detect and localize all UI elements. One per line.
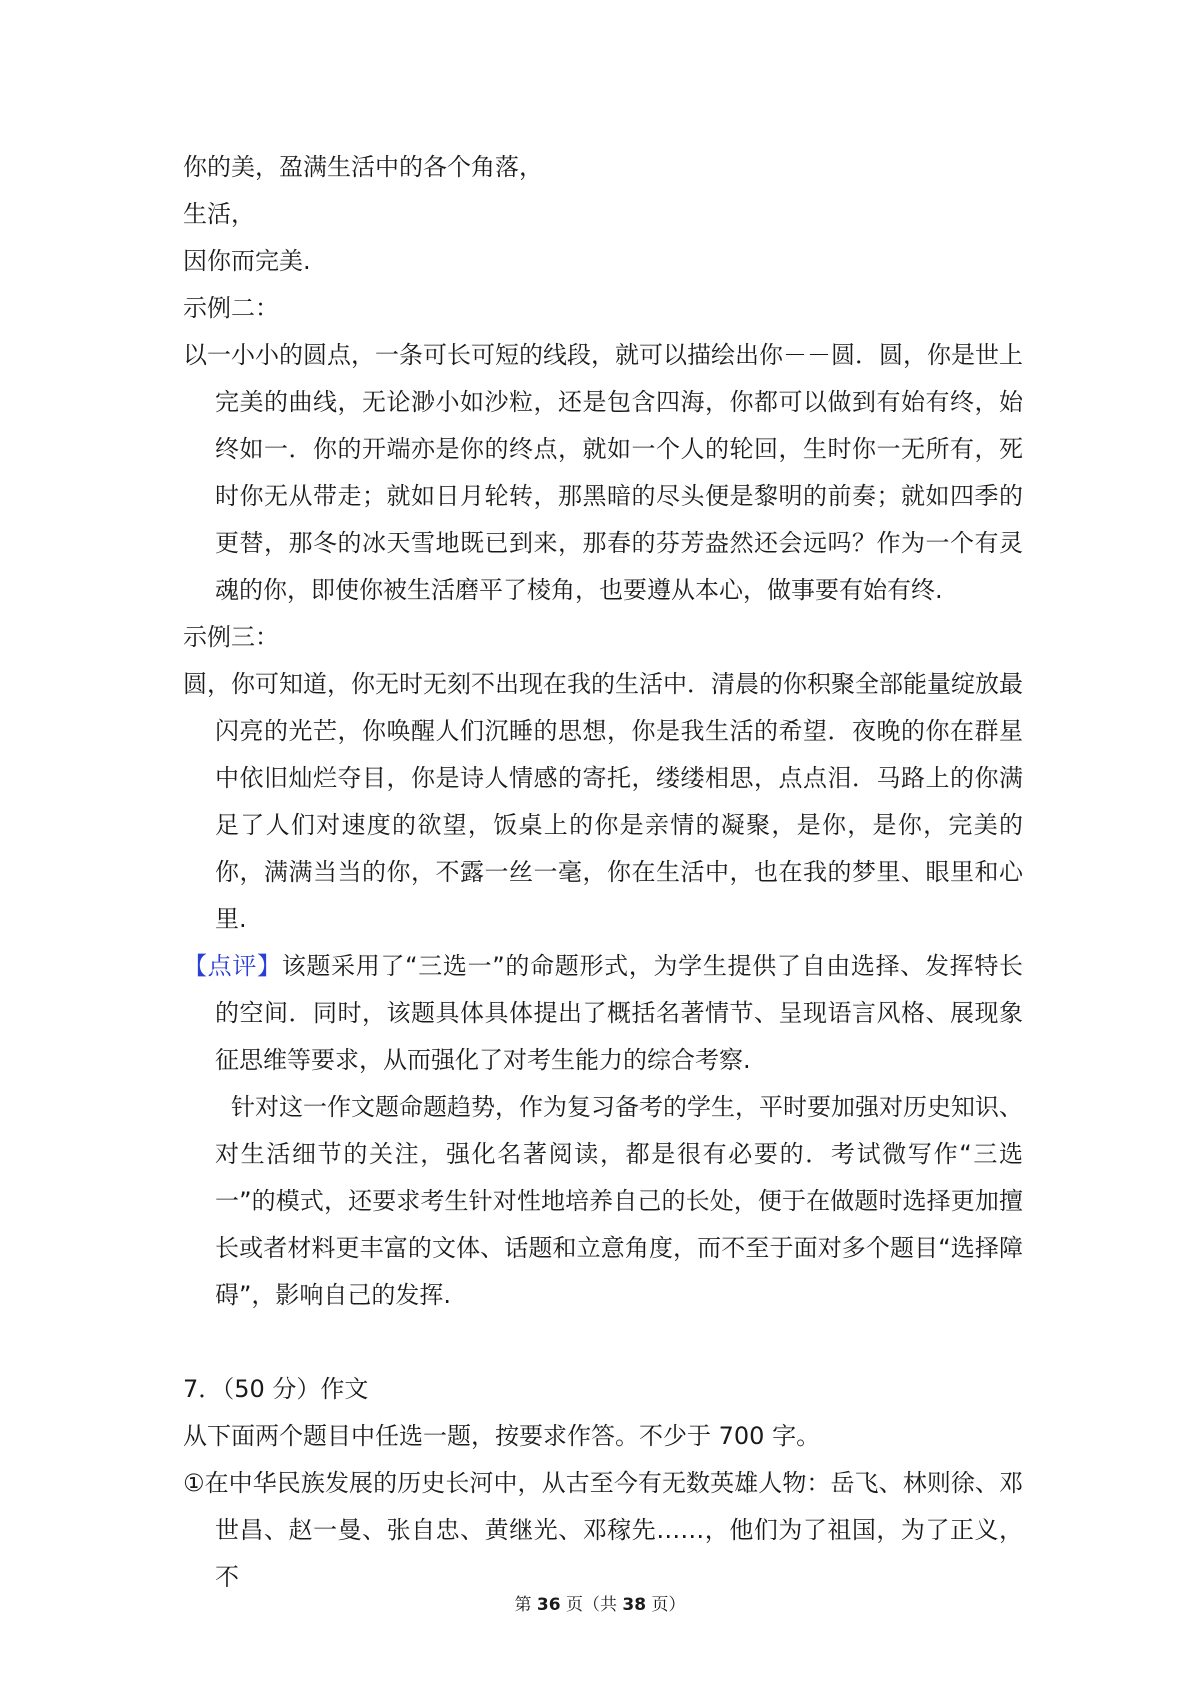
footer-total-pages: 38 xyxy=(622,1595,647,1615)
question-title: 7．（50 分）作文 xyxy=(183,1375,369,1403)
example-three-paragraph: 圆，你可知道，你无时无刻不出现在我的生活中．清晨的你积聚全部能量绽放最闪亮的光芒，你唤醒人们沉睡的思想，你是我生活的希望．夜晚的你在群星中依旧灿烂夺目，你是诗人情感的寄托，缕缕相思，点点泪．马路上的你满足了人们对速度的欲望，饭桌上的你是亲情的凝聚，是你，是你，完美的你，满满当当的你，不露一丝一毫，你在生活中，也在我的梦里、眼里和心里. xyxy=(183,670,1023,933)
example-three-label: 示例三： xyxy=(183,623,279,651)
footer-page-number: 36 xyxy=(536,1595,561,1615)
review-paragraph xyxy=(183,943,1023,1084)
text-line: 你的美，盈满生活中的各个角落， xyxy=(183,153,543,181)
footer-middle: 页（共 xyxy=(566,1595,617,1615)
footer-suffix: 页） xyxy=(651,1595,686,1615)
example-two-label: 示例二： xyxy=(183,294,279,322)
review-tag: 【点评】 xyxy=(183,952,282,980)
text-line: 因你而完美. xyxy=(183,247,311,275)
example-two-paragraph: 以一小小的圆点，一条可长可短的线段，就可以描绘出你－－圆．圆，你是世上完美的曲线，无论渺小如沙粒，还是包含四海，你都可以做到有始有终，始终如一．你的开端亦是你的终点，就如一个人的轮回，生时你一无所有，死时你无从带走；就如日月轮转，那黑暗的尽头便是黎明的前奏；就如四季的更替，那冬的冰天雪地既已到来，那春的芬芳盎然还会远吗？作为一个有灵魂的你，即使你被生活磨平了棱角，也要遵从本心，做事要有始有终. xyxy=(183,341,1023,604)
footer-prefix: 第 xyxy=(514,1595,532,1615)
document-body xyxy=(183,144,1023,1601)
review-paragraph-2: 针对这一作文题命题趋势，作为复习备考的学生，平时要加强对历史知识、对生活细节的关注，强化名著阅读，都是很有必要的．考试微写作“三选一”的模式，还要求考生针对性地培养自己的长处，便于在做题时选择更加擅长或者材料更丰富的文体、话题和立意角度，而不至于面对多个题目“选择障碍”，影响自己的发挥. xyxy=(215,1093,1023,1309)
text-line: 生活， xyxy=(183,200,255,228)
question-instruction: 从下面两个题目中任选一题，按要求作答。不少于 700 字。 xyxy=(183,1422,821,1450)
review-text: 该题采用了“三选一”的命题形式，为学生提供了自由选择、发挥特长的空间．同时，该题具体具体提出了概括名著情节、呈现语言风格、展现象征思维等要求，从而强化了对考生能力的综合考察. xyxy=(215,952,1024,1074)
page-footer xyxy=(0,1590,1200,1615)
section-gap xyxy=(183,1319,1023,1366)
question-option-1: ①在中华民族发展的历史长河中，从古至今有无数英雄人物：岳飞、林则徐、邓世昌、赵一曼、张自忠、黄继光、邓稼先……，他们为了祖国，为了正义，不 xyxy=(183,1469,1023,1591)
